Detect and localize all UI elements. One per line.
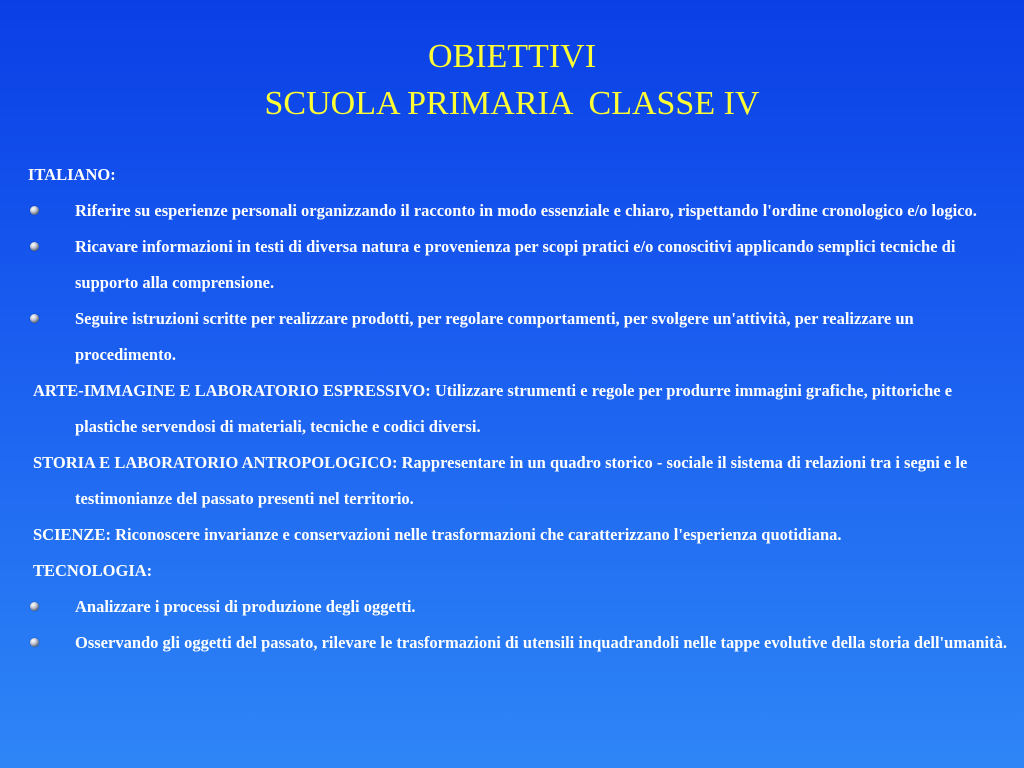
bullet-item-italiano-2 <box>28 229 1018 301</box>
bullet-text: Osservando gli oggetti del passato, rilevare le trasformazioni di utensili inquadrandoli nelle tappe evolutive della storia dell'umanità. <box>75 633 1007 652</box>
bullet-text: Analizzare i processi di produzione degli oggetti. <box>75 597 416 616</box>
sphere-bullet-icon <box>30 242 39 251</box>
slide-title <box>0 33 1024 127</box>
section-storia: STORIA E LABORATORIO ANTROPOLOGICO: Rappresentare in un quadro storico - sociale il sistema di relazioni tra i segni e le testimonianze del passato presenti nel territorio. <box>33 453 968 508</box>
title-line-2: SCUOLA PRIMARIA CLASSE IV <box>264 85 760 122</box>
bullet-text: Ricavare informazioni in testi di diversa natura e provenienza per scopi pratici e/o conoscitivi applicando semplici tecniche di supporto alla comprensione. <box>75 237 956 292</box>
bullet-item-italiano-3 <box>28 301 1018 373</box>
slide-content <box>28 157 1018 661</box>
bullet-text: Seguire istruzioni scritte per realizzare prodotti, per regolare comportamenti, per svolgere un'attività, per realizzare un procedimento. <box>75 309 914 364</box>
sphere-bullet-icon <box>30 314 39 323</box>
sphere-bullet-icon <box>30 602 39 611</box>
section-arte: ARTE-IMMAGINE E LABORATORIO ESPRESSIVO: Utilizzare strumenti e regole per produrre immagini grafiche, pittoriche e plastiche servendosi di materiali, tecniche e codici diversi. <box>33 381 953 436</box>
section-scienze: SCIENZE: Riconoscere invarianze e conservazioni nelle trasformazioni che caratterizzano l'esperienza quotidiana. <box>33 525 842 544</box>
sphere-bullet-icon <box>30 638 39 647</box>
title-line-1: OBIETTIVI <box>427 38 597 75</box>
bullet-item-italiano-1 <box>28 193 1018 229</box>
section-heading-tecnologia: TECNOLOGIA: <box>33 561 153 580</box>
bullet-text: Riferire su esperienze personali organizzando il racconto in modo essenziale e chiaro, rispettando l'ordine cronologico e/o logico. <box>75 201 977 220</box>
section-heading-italiano: ITALIANO: <box>28 165 116 184</box>
bullet-item-tecnologia-2 <box>28 625 1018 661</box>
bullet-item-tecnologia-1 <box>28 589 1018 625</box>
sphere-bullet-icon <box>30 206 39 215</box>
